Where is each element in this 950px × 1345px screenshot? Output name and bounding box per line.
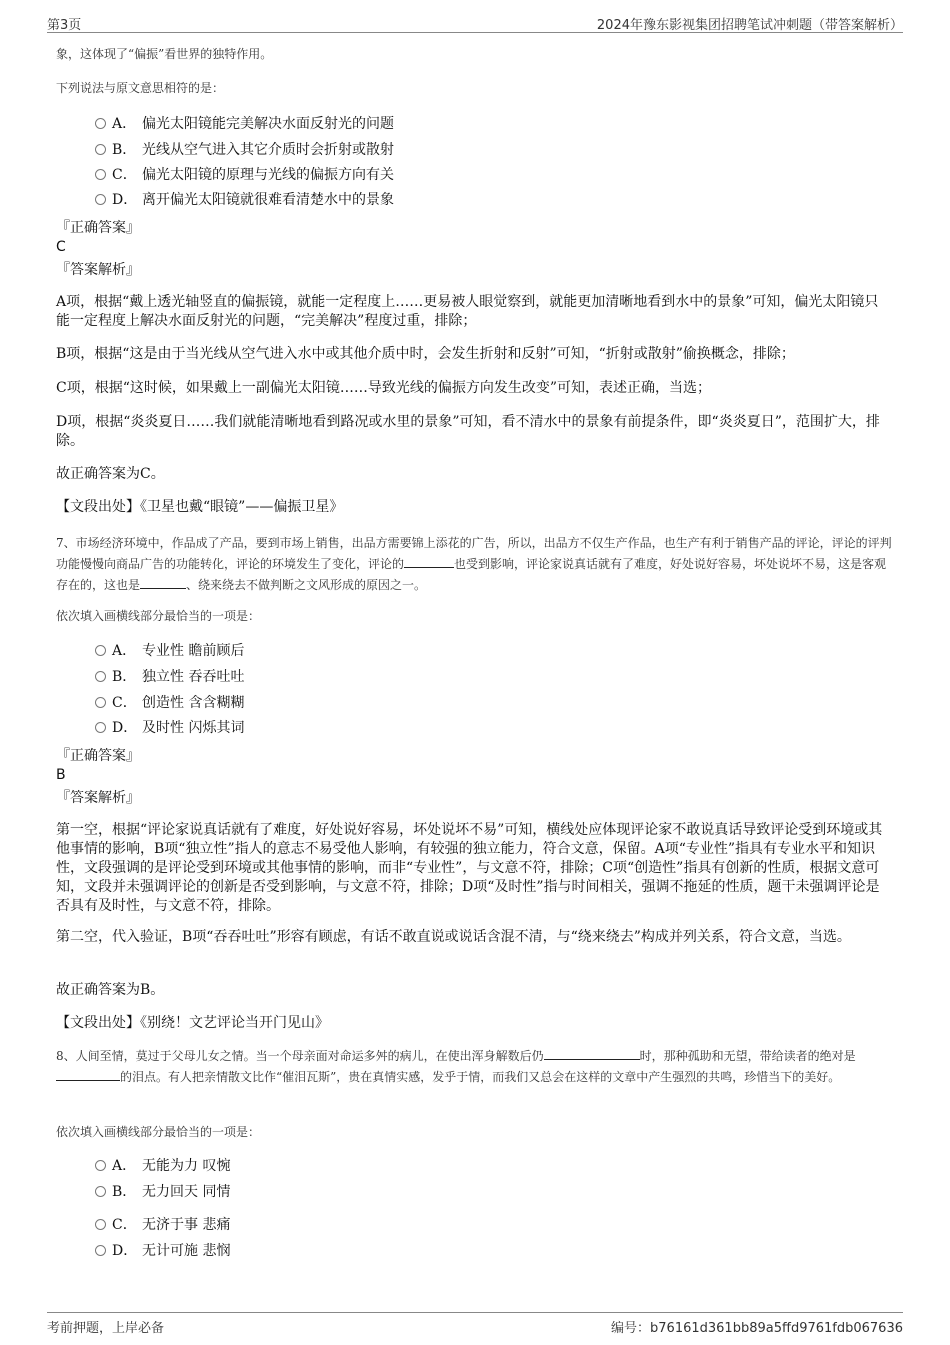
radio-icon[interactable]: [95, 1245, 106, 1256]
q7-answer: B: [56, 767, 66, 783]
q6-passage-tail: 象，这体现了“偏振”看世界的独特作用。: [56, 47, 273, 61]
page-number: 第3页: [47, 18, 82, 33]
q6-option-b[interactable]: B． 光线从空气进入其它介质时会折射或散射: [95, 140, 394, 160]
q6-analysis-b: B项，根据“这是由于当光线从空气进入水中或其他介质中时，会发生折射和反射”可知，“折射或散射”偷换概念，排除；: [56, 346, 795, 362]
answer-blank: [140, 576, 186, 589]
q7-analysis-2: 第二空，代入验证，B项“吞吞吐吐”形容有顾虑，有话不敢直说或说话含混不清，与“绕来绕去”构成并列关系，符合文意，当选。: [56, 929, 851, 945]
q8-option-d[interactable]: D． 无计可施 悲悯: [95, 1241, 230, 1261]
radio-icon[interactable]: [95, 169, 106, 180]
q6-analysis-label: 『答案解析』: [56, 262, 140, 278]
q7-prompt: 依次填入画横线部分最恰当的一项是：: [56, 609, 261, 623]
q6-option-d[interactable]: D． 离开偏光太阳镜就很难看清楚水中的景象: [95, 190, 394, 210]
q6-source: 【文段出处】《卫星也戴“眼镜”——偏振卫星》: [56, 499, 344, 515]
radio-icon[interactable]: [95, 697, 106, 708]
q7-option-b[interactable]: B． 独立性 吞吞吐吐: [95, 667, 244, 687]
q8-prompt: 依次填入画横线部分最恰当的一项是：: [56, 1125, 261, 1139]
document-code: 编号：b76161d361bb89a5ffd9761fdb067636: [611, 1321, 903, 1336]
radio-icon[interactable]: [95, 1186, 106, 1197]
radio-icon[interactable]: [95, 645, 106, 656]
q7-option-a[interactable]: A． 专业性 瞻前顾后: [95, 641, 244, 661]
q7-analysis-1: 第一空，根据“评论家说真话就有了难度，好处说好容易，坏处说坏不易”可知，横线处应体现评论家不敢说真话导致评论受到环境或其他事情的影响，B项“独立性”指人的意志不易受他人影响，有较强的独立能力，符合文意，保留。A项“专业性”指具有专业水平和知识性，文段强调的是评论受到环境或其他事情的影响，而非“专业性”，与文意不符，排除；C项“创造性”指具有创新的性质，根据文意可知，文段并未强调评论的创新是否受到影响，与文意不符，排除；D项“及时性”指与时间相关，强调不拖延的性质，题干未强调评论是否具有及时性，与文意不符，排除。: [56, 822, 883, 914]
q6-option-a[interactable]: A． 偏光太阳镜能完美解决水面反射光的问题: [95, 114, 394, 134]
radio-icon[interactable]: [95, 671, 106, 682]
q6-option-c[interactable]: C． 偏光太阳镜的原理与光线的偏振方向有关: [95, 165, 394, 185]
answer-blank: [56, 1068, 120, 1081]
radio-icon[interactable]: [95, 144, 106, 155]
radio-icon[interactable]: [95, 1160, 106, 1171]
q8-option-b[interactable]: B． 无力回天 同情: [95, 1182, 230, 1202]
footer-slogan: 考前押题，上岸必备: [47, 1321, 165, 1336]
document-title: 2024年豫东影视集团招聘笔试冲刺题（带答案解析）: [596, 18, 903, 33]
q6-conclusion: 故正确答案为C。: [56, 466, 165, 482]
radio-icon[interactable]: [95, 1219, 106, 1230]
q8-stem: 8、人间至情，莫过于父母儿女之情。当一个母亲面对命运多舛的病儿，在使出浑身解数后仍 时，那种孤助和无望，带给读者的绝对是的泪点。有人把亲情散文比作“催泪瓦斯”，贵在真情实感，发乎于情，而我们又总会在这样的文章中产生强烈的共鸣，珍惜当下的美好。: [56, 1049, 856, 1084]
page-footer: [47, 1312, 903, 1339]
q7-analysis-label: 『答案解析』: [56, 790, 140, 806]
q7-answer-label: 『正确答案』: [56, 748, 140, 764]
radio-icon[interactable]: [95, 722, 106, 733]
radio-icon[interactable]: [95, 118, 106, 129]
q7-source: 【文段出处】《别绕！文艺评论当开门见山》: [56, 1015, 329, 1031]
q7-stem: 7、市场经济环境中，作品成了产品，要到市场上销售，出品方需要锦上添花的广告，所以，出品方不仅生产作品，也生产有利于销售产品的评论，评论的评判功能慢慢向商品广告的功能转化，评论的环境发生了变化，评论的 也受到影响，评论家说真话就有了难度，好处说好容易，坏处说坏不易，这是客观存在的，这也是 、绕来绕去不做判断之文风形成的原因之一。: [56, 536, 892, 592]
q7-option-d[interactable]: D． 及时性 闪烁其词: [95, 718, 244, 738]
radio-icon[interactable]: [95, 194, 106, 205]
answer-blank: [544, 1047, 640, 1060]
answer-blank: [404, 555, 454, 568]
q7-conclusion: 故正确答案为B。: [56, 982, 165, 998]
q6-analysis-d: D项，根据“炎炎夏日……我们就能清晰地看到路况或水里的景象”可知，看不清水中的景象有前提条件，即“炎炎夏日”，范围扩大，排除。: [56, 414, 880, 449]
q6-answer-label: 『正确答案』: [56, 220, 140, 236]
q6-prompt: 下列说法与原文意思相符的是：: [56, 81, 225, 95]
q6-analysis-c: C项，根据“这时候，如果戴上一副偏光太阳镜……导致光线的偏振方向发生改变”可知，表述正确，当选；: [56, 380, 712, 396]
q6-answer: C: [56, 239, 66, 255]
q8-option-a[interactable]: A． 无能为力 叹惋: [95, 1156, 230, 1176]
q6-analysis-a: A项，根据“戴上透光轴竖直的偏振镜，就能一定程度上……更易被人眼觉察到，就能更加清晰地看到水中的景象”可知，偏光太阳镜只能一定程度上解决水面反射光的问题，“完美解决”程度过重，排除；: [56, 294, 879, 329]
page-header: [47, 12, 903, 33]
q8-option-c[interactable]: C． 无济于事 悲痛: [95, 1215, 230, 1235]
q7-option-c[interactable]: C． 创造性 含含糊糊: [95, 693, 244, 713]
